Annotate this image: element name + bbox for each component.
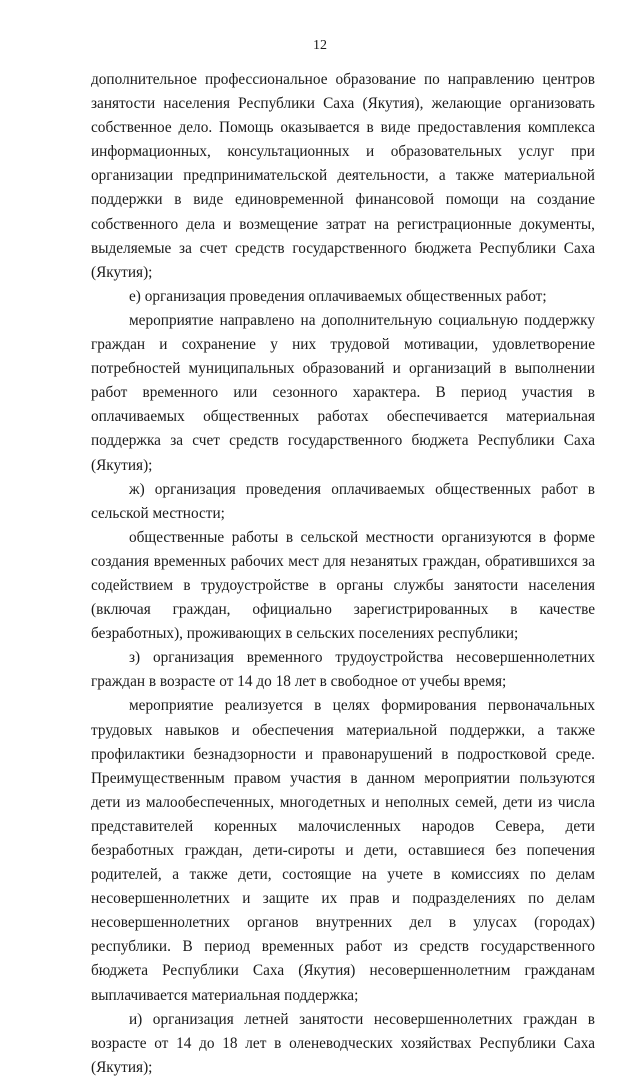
paragraph: мероприятие направлено на дополнительную социальную поддержку граждан и сохранение у них трудовой мотивации, удовлетворение потребностей муниципальных образований и организаций в выполнении работ временного или сезонного характера. В период участия в оплачиваемых общественных работах обеспечивается материальная поддержка за счет средств государственного бюджета Республики Саха (Якутия); — [91, 311, 595, 474]
paragraph: з) организация временного трудоустройства несовершеннолетних граждан в возрасте от 14 до 18 лет в свободное от учебы время; — [91, 649, 595, 691]
paragraph: мероприятие реализуется в целях формирования первоначальных трудовых навыков и обеспечения материальной поддержки, а также профилактики безнадзорности и правонарушений в подростковой среде. Преимущественным правом участия в данном мероприятии пользуются дети из малообеспеченных, многодетных и неполных семей, дети из числа представителей коренных малочисленных народов Севера, дети безработных граждан, дети-сироты и дети, оставшиеся без попечения родителей, а также дети, состоящие на учете в комиссиях по делам несовершеннолетних и защите их прав и подразделениях по делам несовершеннолетних органов внутренних дел в улусах (городах) республики. В период временных работ из средств государственного бюджета Республики Саха (Якутия) несовершеннолетним гражданам выплачивается материальная поддержка; — [91, 697, 595, 1004]
paragraph: дополнительное профессиональное образование по направлению центров занятости населения Республики Саха (Якутия), желающие организовать собственное дело. Помощь оказывается в виде предоставления комплекса информационных, консультационных и образовательных услуг при организации предпринимательской деятельности, а также материальной поддержки в виде единовременной финансовой помощи на создание собственного дела и возмещение затрат на регистрационные документы, выделяемые за счет средств государственного бюджета Республики Саха (Якутия); — [91, 71, 595, 281]
page-number: 12 — [313, 38, 327, 53]
paragraph: ж) организация проведения оплачиваемых общественных работ в сельской местности; — [91, 480, 595, 522]
paragraph: общественные работы в сельской местности организуются в форме создания временных рабочих мест для незанятых граждан, обратившихся за содействием в трудоустройстве в органы службы занятости населения (включая граждан, официально зарегистрированных в качестве безработных), проживающих в сельских поселениях республики; — [91, 528, 595, 643]
document-body — [91, 68, 595, 1080]
paragraph: и) организация летней занятости несовершеннолетних граждан в возрасте от 14 до 18 лет в оленеводческих хозяйствах Республики Саха (Якутия); — [91, 1010, 595, 1076]
paragraph: е) организация проведения оплачиваемых общественных работ; — [129, 287, 547, 305]
